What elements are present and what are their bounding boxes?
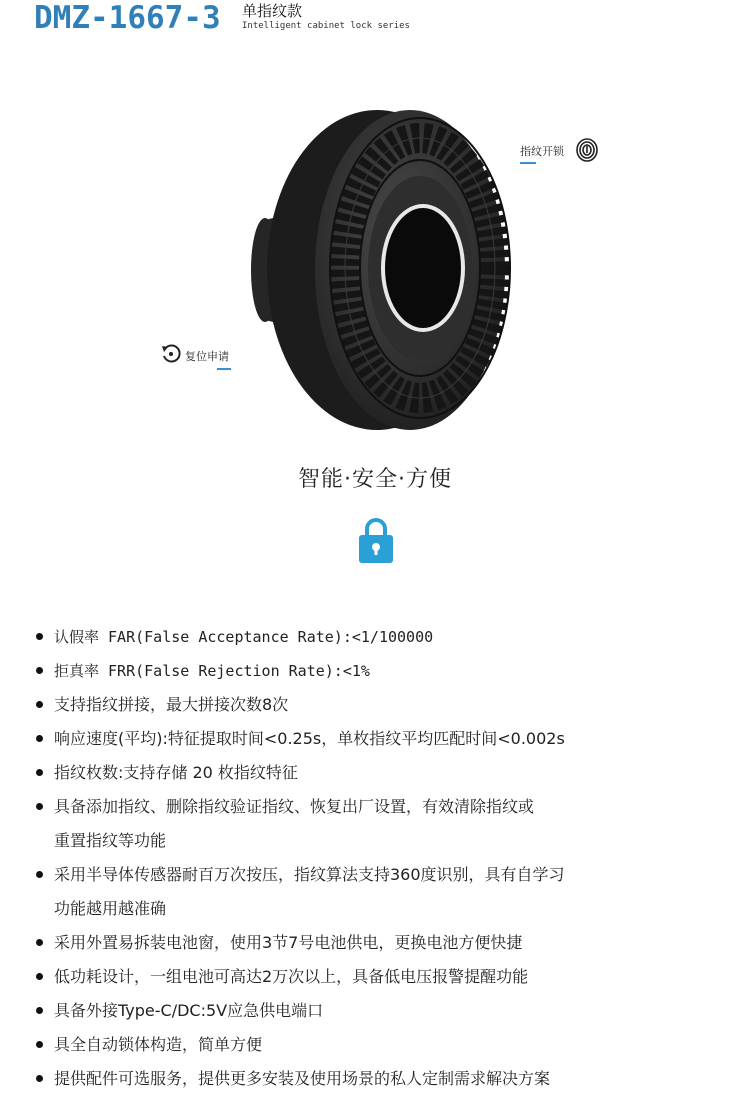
fingerprint-unlock-label: 指纹开锁 [520,145,564,158]
callout-underline [520,162,536,164]
feature-item-low-power: 低功耗设计，一组电池可高达2万次以上，具备低电压报警提醒功能 [36,960,726,994]
slogan: 智能·安全·方便 [298,467,452,492]
feature-list [36,620,726,1096]
feature-item-battery-window: 采用外置易拆装电池窗，使用3节7号电池供电，更换电池方便快捷 [36,926,726,960]
feature-item-frr: 拒真率 FRR(False Rejection Rate):<1% [36,654,726,688]
lock-icon [358,516,394,564]
product-subtitle: 单指纹款 [242,2,303,20]
feature-item-custom-service: 提供配件可选服务，提供更多安装及使用场景的私人定制需求解决方案 [36,1062,726,1096]
feature-item-auto-lock: 具全自动锁体构造，简单方便 [36,1028,726,1062]
fingerprint-icon [574,137,600,163]
reset-label: 复位申请 [185,350,229,363]
feature-item-stitching: 支持指纹拼接，最大拼接次数8次 [36,688,726,722]
model-number: DMZ-1667-3 [34,0,221,36]
feature-item-capacity: 指纹枚数:支持存储 20 枚指纹特征 [36,756,726,790]
series-tagline: Intelligent cabinet lock series [242,21,410,31]
reset-icon [160,343,182,365]
product-image [245,100,525,440]
header [0,0,750,40]
fingerprint-unlock-callout [520,141,610,171]
reset-callout [160,343,250,373]
lock-product-illustration [245,100,525,440]
feature-item-far: 认假率 FAR(False Acceptance Rate):<1/100000 [36,620,726,654]
feature-item-management: 具备添加指纹、删除指纹验证指纹、恢复出厂设置，有效清除指纹或 重置指纹等功能 [36,790,726,858]
feature-item-emergency-power: 具备外接Type-C/DC:5V应急供电端口 [36,994,726,1028]
feature-item-sensor: 采用半导体传感器耐百万次按压，指纹算法支持360度识别，具有自学习 功能越用越准确 [36,858,726,926]
feature-item-response-speed: 响应速度(平均):特征提取时间<0.25s，单枚指纹平均匹配时间<0.002s [36,722,726,756]
callout-underline [217,368,231,370]
